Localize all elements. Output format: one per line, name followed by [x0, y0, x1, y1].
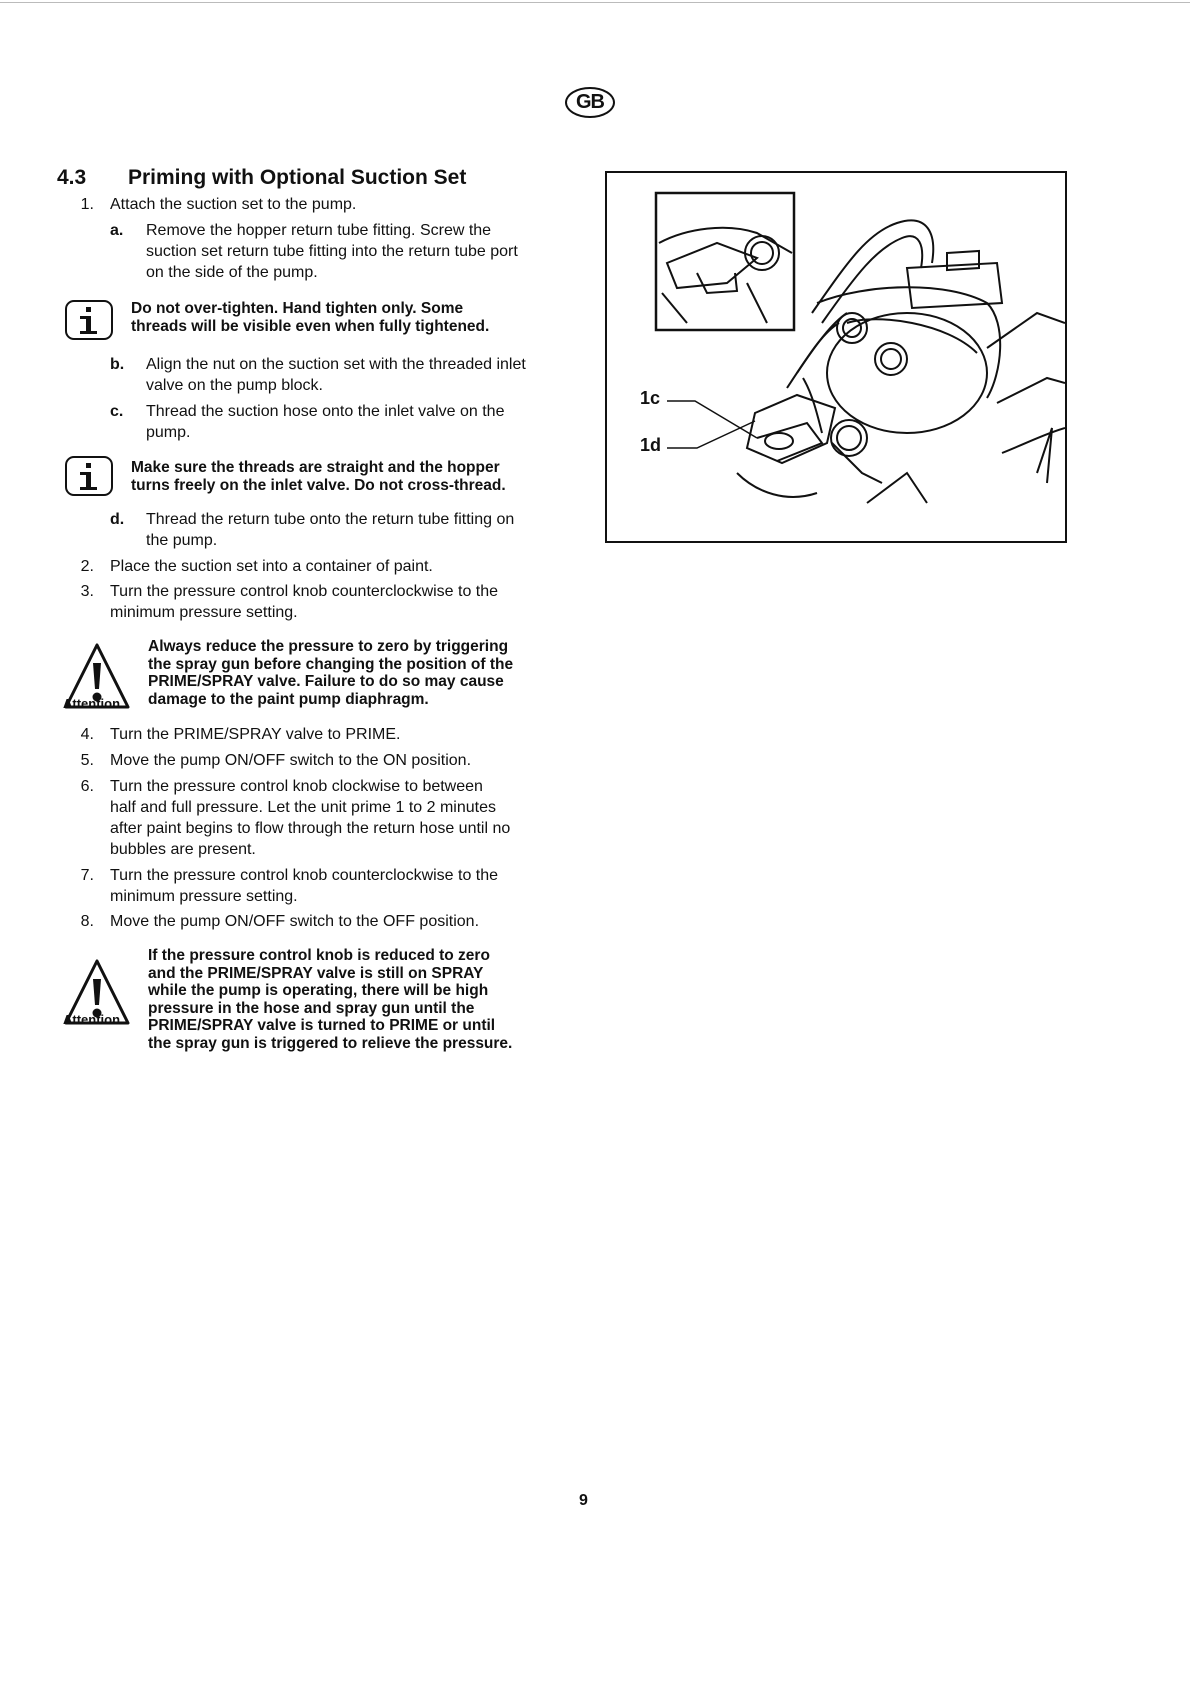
step-3-number: 3. [80, 583, 94, 600]
substep-d-letter: d. [110, 511, 125, 528]
substep-c-letter: c. [110, 403, 124, 420]
step-3-text: Turn the pressure control knob counterclockwise to the minimum pressure setting. [110, 583, 499, 621]
step-6-number: 6. [80, 778, 94, 795]
page-top-rule [0, 2, 1190, 3]
section-title: Priming with Optional Suction Set [128, 166, 467, 189]
pump-figure [605, 171, 1067, 543]
note-threads-straight: Make sure the threads are straight and the hopper turns freely on the inlet valve. Do not cross-thread. [131, 459, 506, 494]
note-hand-tighten: Do not over-tighten. Hand tighten only. Some threads will be visible even when fully tightened. [131, 300, 490, 335]
callout-1c: 1c [640, 388, 661, 408]
warning-pressure-in-hose: If the pressure control knob is reduced to zero and the PRIME/SPRAY valve is still on SPRAY while the pump is operating, there will be high pressure in the hose and spray gun until the PRIME/SPRAY valve is turned to PRIME or until the spray gun is triggered to relieve the pressure. [148, 947, 513, 1052]
substep-a-letter: a. [110, 222, 124, 239]
step-8-number: 8. [80, 913, 94, 930]
callout-1d: 1d [640, 435, 662, 455]
step-1-number: 1. [80, 196, 94, 213]
substep-b-letter: b. [110, 356, 125, 373]
warning-reduce-pressure: Always reduce the pressure to zero by triggering the spray gun before changing the position of the PRIME/SPRAY valve. Failure to do so may cause damage to the paint pump diaphragm. [148, 638, 514, 708]
substep-b-text: Align the nut on the suction set with the threaded inlet valve on the pump block. [146, 356, 526, 394]
substep-c-text: Thread the suction hose onto the inlet valve on the pump. [146, 403, 505, 441]
attention-label: Attention [63, 1012, 121, 1027]
page-number: 9 [579, 1492, 588, 1509]
step-8-text: Move the pump ON/OFF switch to the OFF position. [110, 913, 480, 930]
step-5-text: Move the pump ON/OFF switch to the ON position. [110, 752, 472, 769]
step-5-number: 5. [80, 752, 94, 769]
step-6-text: Turn the pressure control knob clockwise to between half and full pressure. Let the unit prime 1 to 2 minutes after paint begins to flow through the return hose until no bubbles are present. [110, 778, 511, 858]
pump-illustration [607, 173, 1065, 541]
step-7-number: 7. [80, 867, 94, 884]
step-7-text: Turn the pressure control knob counterclockwise to the minimum pressure setting. [110, 867, 499, 905]
attention-label: Attention [63, 696, 121, 711]
info-icon [65, 456, 113, 496]
section-number: 4.3 [57, 166, 87, 189]
step-1-text: Attach the suction set to the pump. [110, 196, 357, 213]
substep-a-text: Remove the hopper return tube fitting. Screw the suction set return tube fitting into the return tube port on the side of the pump. [146, 222, 518, 281]
step-2-text: Place the suction set into a container of paint. [110, 558, 433, 575]
step-2-number: 2. [80, 558, 94, 575]
step-4-text: Turn the PRIME/SPRAY valve to PRIME. [110, 726, 401, 743]
step-4-number: 4. [80, 726, 94, 743]
info-icon [65, 300, 113, 340]
language-badge: GB [565, 87, 615, 118]
substep-d-text: Thread the return tube onto the return tube fitting on the pump. [146, 511, 515, 549]
